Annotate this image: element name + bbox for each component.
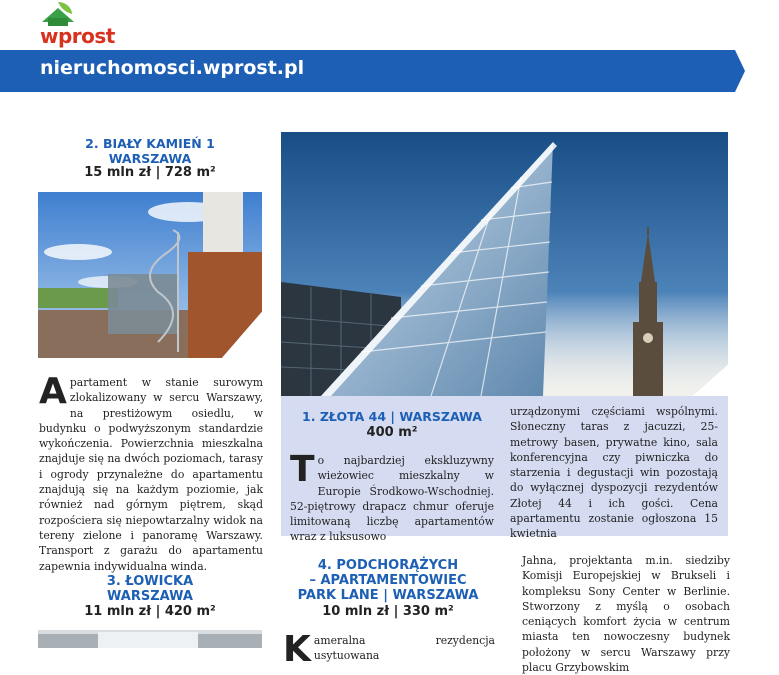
- section2-article: [39, 371, 263, 574]
- section4-title-line1: 4. PODCHORĄŻYCH: [317, 558, 459, 573]
- section4-drop-cap: K: [283, 629, 311, 670]
- section1-price: 400 m²: [366, 425, 418, 440]
- section4-body-right: Jahna, projektanta m.in. siedziby Komisji Europejskiej w Brukseli i kompleksu Sony Center w Berlinie. Stworzony z myślą o osobach ceniących komfort życia w centrum miasta ten nowoczesny budynek położony w sercu Warszawy przy placu Grzybowskim: [522, 554, 730, 675]
- section2-title: [40, 136, 260, 166]
- section1-title: 1. ZŁOTA 44 | WARSZAWA: [302, 409, 482, 424]
- section4-title: [283, 558, 493, 603]
- section3-title: [40, 574, 260, 604]
- section1-drop-cap: T: [290, 449, 315, 490]
- section1-body-left: o najbardziej ekskluzywny wieżowiec mieszkalny w Europie Środkowo-Wschodniej. 52-piętrowy drapacz chmur oferuje limitowaną liczbę apartamentów wraz z luksusowo: [290, 454, 494, 544]
- section2-body: partament w stanie surowym zlokalizowany w sercu Warszawy, na prestiżowym osiedlu, w budynku o podwyższonym standardzie wykończenia. Powierzchnia mieszkalna znajduje się na dwóch poziomach, tarasy i ogrody przynależne do apartamentu znajdują się na każdym poziomie, jak również nad górnym piętrem, skąd rozpościera się niepowtarzalny widok na tereny zielone i panoramę Warszawy. Transport z garażu do apartamentu zapewnia indywidualna winda.: [39, 376, 263, 573]
- section2-title-line1: 2. BIAŁY KAMIEŃ 1: [85, 136, 215, 151]
- banner-url[interactable]: nieruchomosci.wprost.pl: [40, 57, 305, 79]
- section1-body-right: urządzonymi częściami wspólnymi. Słoneczny taras z jacuzzi, 25-metrowy basen, prywatne kino, sala konferencyjna czy piwniczka do starzenia i degustacji win pozostają do wyłącznej dyspozycji rezydentów Złotej 44 i ich gości. Cena apartamentu zostanie ogłoszona 15 kwietnia: [510, 405, 718, 541]
- section4-title-line3: PARK LANE | WARSZAWA: [297, 588, 479, 603]
- lowicka-photo: [38, 630, 262, 648]
- section4-body-left: ameralna rezydencja usytuowana: [313, 634, 495, 663]
- section4-article-left: [283, 629, 495, 670]
- section4-price: 10 mln zł | 330 m²: [322, 604, 454, 619]
- section2-price: 15 mln zł | 728 m²: [84, 165, 216, 180]
- section1-article-left: [290, 449, 494, 545]
- section3-title-line2: WARSZAWA: [107, 589, 193, 604]
- section3-price: 11 mln zł | 420 m²: [84, 604, 216, 619]
- wprost-logo[interactable]: [36, 0, 136, 48]
- section4-article-right: [522, 553, 730, 675]
- logo-wordmark: wprost: [40, 24, 115, 48]
- section1-article-right: [510, 404, 718, 542]
- section2-title-line2: WARSZAWA: [108, 151, 192, 166]
- zlota44-photo: [281, 132, 728, 396]
- section4-title-line2: – APARTAMENTOWIEC: [309, 573, 467, 588]
- rooftop-terrace-photo: [38, 192, 262, 358]
- section2-drop-cap: A: [39, 371, 67, 412]
- section3-title-line1: 3. ŁOWICKA: [106, 574, 194, 589]
